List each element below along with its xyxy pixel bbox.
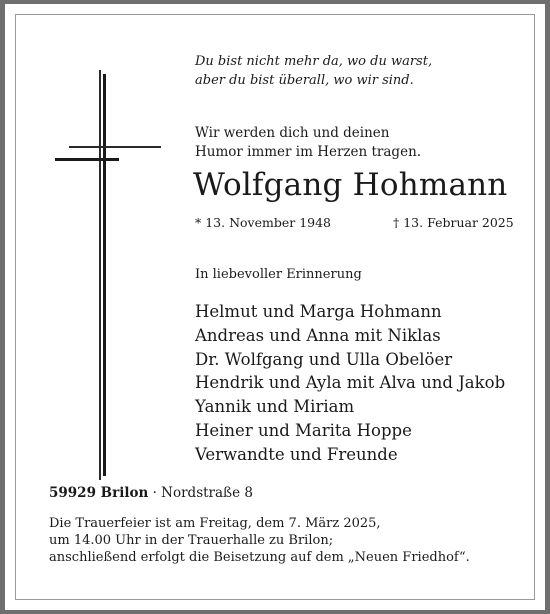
cross-vertical-thin — [99, 70, 101, 480]
deceased-name: Wolfgang Hohmann — [193, 167, 508, 203]
cross-icon — [45, 70, 175, 480]
intro-line-1: Wir werden dich und deinen — [195, 125, 390, 141]
quote-block — [195, 52, 432, 90]
quote-line-1: Du bist nicht mehr da, wo du warst, — [195, 54, 433, 69]
cross-horizontal-thin — [69, 146, 161, 148]
mourner-item: Hendrik und Ayla mit Alva und Jakob — [195, 373, 506, 393]
intro-block — [195, 124, 421, 162]
birth-date: * 13. November 1948 — [195, 215, 332, 230]
death-date: † 13. Februar 2025 — [393, 215, 514, 230]
mourner-item: Andreas und Anna mit Niklas — [195, 325, 441, 345]
mourner-item: Helmut und Marga Hohmann — [195, 302, 442, 321]
funeral-info — [49, 515, 470, 566]
mourner-item: Heiner und Marita Hoppe — [195, 420, 412, 440]
memory-line: In liebevoller Erinnerung — [195, 267, 362, 282]
address-separator: · — [148, 485, 162, 501]
address-street: Nordstraße 8 — [161, 485, 253, 501]
mourners-list — [195, 300, 505, 467]
mourner-item: Verwandte und Freunde — [195, 444, 398, 464]
address-postal-city: 59929 Brilon — [49, 485, 149, 501]
mourner-item: Dr. Wolfgang und Ulla Obelöer — [195, 349, 453, 369]
funeral-line-2: um 14.00 Uhr in der Trauerhalle zu Brilon; — [49, 533, 334, 548]
obituary-card — [5, 4, 545, 610]
funeral-line-3: anschließend erfolgt die Beisetzung auf dem „Neuen Friedhof“. — [49, 550, 470, 565]
address-line — [49, 485, 253, 501]
quote-line-2: aber du bist überall, wo wir sind. — [195, 73, 414, 88]
cross-horizontal-thick — [55, 158, 119, 161]
mourner-item: Yannik und Miriam — [195, 397, 355, 417]
cross-vertical-thick — [103, 74, 106, 476]
intro-line-2: Humor immer im Herzen tragen. — [195, 144, 422, 160]
funeral-line-1: Die Trauerfeier ist am Freitag, dem 7. März 2025, — [49, 516, 381, 531]
